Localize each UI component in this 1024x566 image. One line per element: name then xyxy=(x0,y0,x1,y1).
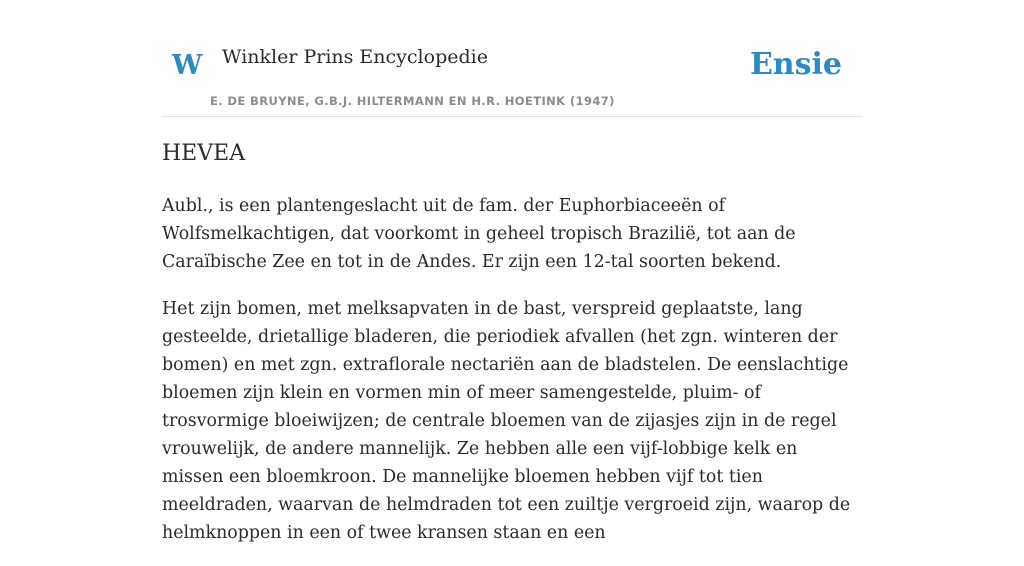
article-paragraph-2: Het zijn bomen, met melksapvaten in de bast, verspreid geplaatste, lang gesteelde, drietallige bladeren, die periodiek afvallen (het zgn. winteren der bomen) en met zgn. extraflorale nectariën aan de bladstelen. De eenslachtige bloemen zijn klein en vormen min of meer samengestelde, pluim- of trosvormige bloeiwijzen; de centrale bloemen van de zijasjes zijn in de regel vrouwelijk, de andere mannelijk. Ze hebben alle een vijf-lobbige kelk en missen een bloemkroon. De mannelijke bloemen hebben vijf tot tien meeldraden, waarvan de helmdraden tot een zuiltje vergroeid zijn, waarop de helmknoppen in een of twee kransen staan en een xyxy=(162,299,851,543)
encyclopedia-title[interactable]: Winkler Prins Encyclopedie xyxy=(222,46,488,68)
authors-line: E. DE BRUYNE, G.B.J. HILTERMANN EN H.R. HOETINK (1947) xyxy=(210,94,615,108)
ensie-logo-link[interactable]: Ensie xyxy=(749,47,842,82)
article-paragraph-1: Aubl., is een plantengeslacht uit de fam. der Euphorbiaceeën of Wolfsmelkachtigen, dat voorkomt in geheel tropisch Brazilië, tot aan de Caraïbische Zee en tot in de Andes. Er zijn een 12-tal soorten bekend. xyxy=(162,196,796,272)
article-heading: HEVEA xyxy=(162,141,246,166)
article xyxy=(162,138,862,566)
winkler-prins-logo-icon[interactable]: W xyxy=(172,50,203,81)
site-header xyxy=(162,0,862,117)
